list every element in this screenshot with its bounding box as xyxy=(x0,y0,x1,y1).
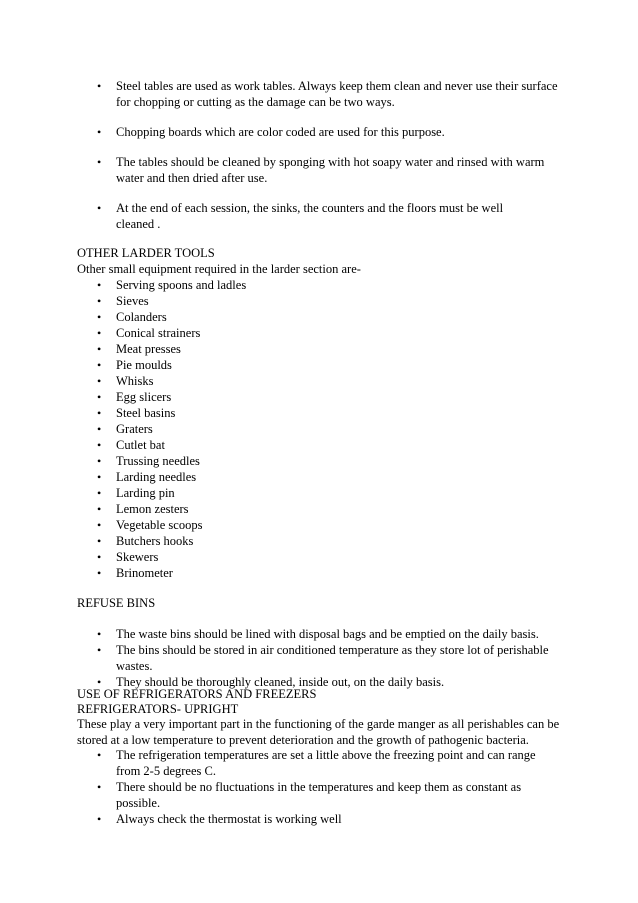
larder-tool-label: Skewers xyxy=(116,550,159,564)
bullet-icon: • xyxy=(97,550,102,564)
bullet-icon: • xyxy=(97,627,102,641)
list-item xyxy=(0,501,246,517)
bullet-icon: • xyxy=(97,518,102,532)
list-item: • Steel tables are used as work tables. Always keep them clean and never use their surface for chopping or cutting as the damage can be two ways. xyxy=(97,79,558,109)
bullet-icon: • xyxy=(97,502,102,516)
bullet-icon: • xyxy=(97,406,102,420)
list-item: • The refrigeration temperatures are set a little above the freezing point and can range from 2-5 degrees C. xyxy=(97,748,536,778)
larder-tool-label: Pie moulds xyxy=(116,358,172,372)
list-item xyxy=(0,405,246,421)
bullet-icon: • xyxy=(97,534,102,548)
bullet-icon: • xyxy=(97,486,102,500)
larder-tool-label: Cutlet bat xyxy=(116,438,165,452)
larder-tools-list xyxy=(0,277,246,581)
bullet-icon: • xyxy=(97,155,102,169)
refuse-bullet-list xyxy=(0,626,576,690)
list-item: • The tables should be cleaned by sponging with hot soapy water and rinsed with warm water and then dried after use. xyxy=(97,155,545,185)
bullet-icon: • xyxy=(97,390,102,404)
larder-tool-label: Colanders xyxy=(116,310,167,324)
list-item xyxy=(0,549,246,565)
bullet-icon: • xyxy=(97,643,102,657)
list-item xyxy=(0,373,246,389)
list-item xyxy=(0,437,246,453)
list-item xyxy=(0,309,246,325)
larder-tool-label: Trussing needles xyxy=(116,454,200,468)
fridge-paragraph: These play a very important part in the functioning of the garde manger as all perishables can be stored at a low temperature to prevent deterioration and the growth of pathogenic bacteria. xyxy=(77,717,560,747)
list-item xyxy=(0,293,246,309)
list-item xyxy=(0,517,246,533)
list-item: • The bins should be stored in air conditioned temperature as they store lot of perishable wastes. xyxy=(97,643,549,673)
bullet-icon: • xyxy=(97,470,102,484)
larder-tool-label: Lemon zesters xyxy=(116,502,189,516)
bullet-icon: • xyxy=(97,294,102,308)
larder-tool-label: Butchers hooks xyxy=(116,534,194,548)
intro-bullet-list xyxy=(0,78,566,232)
larder-tool-label: Meat presses xyxy=(116,342,181,356)
larder-tool-label: Larding pin xyxy=(116,486,175,500)
list-item: • Chopping boards which are color coded are used for this purpose. xyxy=(97,125,445,139)
bullet-icon: • xyxy=(97,748,102,762)
bullet-icon: • xyxy=(97,780,102,794)
list-item xyxy=(0,469,246,485)
list-item: • At the end of each session, the sinks, the counters and the floors must be well cleaned . xyxy=(97,201,504,231)
list-item xyxy=(0,565,246,581)
list-item: • There should be no fluctuations in the temperatures and keep them as constant as possible. xyxy=(97,780,522,810)
fridge-subheading: REFRIGERATORS- UPRIGHT xyxy=(77,702,239,716)
bullet-icon: • xyxy=(97,438,102,452)
larder-tool-label: Sieves xyxy=(116,294,149,308)
bullet-icon: • xyxy=(97,454,102,468)
larder-tool-label: Vegetable scoops xyxy=(116,518,203,532)
bullet-icon: • xyxy=(97,566,102,580)
list-item xyxy=(0,533,246,549)
larder-tool-label: Egg slicers xyxy=(116,390,172,404)
list-item: • They should be thoroughly cleaned, inside out, on the daily basis. xyxy=(97,675,445,689)
larder-tool-label: Serving spoons and ladles xyxy=(116,278,247,292)
bullet-icon: • xyxy=(97,675,102,689)
bullet-icon: • xyxy=(97,125,102,139)
list-item xyxy=(0,453,246,469)
fridge-heading: USE OF REFRIGERATORS AND FREEZERS xyxy=(77,687,317,701)
larder-tool-label: Whisks xyxy=(116,374,154,388)
list-item: • Always check the thermostat is working well xyxy=(97,812,342,826)
list-item: • The waste bins should be lined with disposal bags and be emptied on the daily basis. xyxy=(97,627,539,641)
larder-tool-label: Brinometer xyxy=(116,566,173,580)
list-item xyxy=(0,325,246,341)
larder-tool-label: Steel basins xyxy=(116,406,176,420)
bullet-icon: • xyxy=(97,374,102,388)
larder-heading: OTHER LARDER TOOLS xyxy=(77,246,215,260)
fridge-bullet-list xyxy=(0,747,556,827)
larder-tool-label: Larding needles xyxy=(116,470,197,484)
refuse-heading: REFUSE BINS xyxy=(77,596,156,610)
bullet-icon: • xyxy=(97,342,102,356)
bullet-icon: • xyxy=(97,310,102,324)
list-item xyxy=(0,357,246,373)
larder-intro: Other small equipment required in the larder section are- xyxy=(77,262,361,276)
bullet-icon: • xyxy=(97,79,102,93)
list-item xyxy=(0,341,246,357)
list-item xyxy=(0,485,246,501)
bullet-icon: • xyxy=(97,201,102,215)
bullet-icon: • xyxy=(97,278,102,292)
list-item xyxy=(0,389,246,405)
bullet-icon: • xyxy=(97,812,102,826)
list-item xyxy=(0,277,246,293)
bullet-icon: • xyxy=(97,422,102,436)
bullet-icon: • xyxy=(97,358,102,372)
list-item xyxy=(0,421,246,437)
larder-tool-label: Conical strainers xyxy=(116,326,201,340)
larder-tool-label: Graters xyxy=(116,422,153,436)
bullet-icon: • xyxy=(97,326,102,340)
